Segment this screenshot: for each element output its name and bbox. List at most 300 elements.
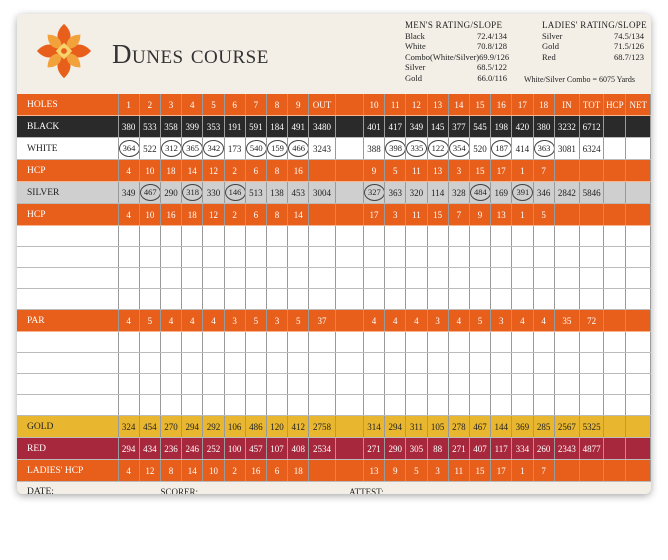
- score-entry-cell[interactable]: [182, 226, 203, 247]
- score-entry-cell[interactable]: [533, 332, 554, 353]
- score-entry-cell[interactable]: [427, 247, 448, 268]
- score-entry-cell[interactable]: [335, 289, 363, 310]
- table-cell: 10: [363, 94, 384, 116]
- score-entry-cell[interactable]: [118, 374, 139, 395]
- score-entry-cell[interactable]: [533, 353, 554, 374]
- score-entry-cell[interactable]: [245, 395, 266, 416]
- score-entry-cell[interactable]: [160, 395, 181, 416]
- score-entry-cell[interactable]: [579, 289, 603, 310]
- score-entry-cell[interactable]: [554, 374, 579, 395]
- table-cell: 173: [224, 138, 245, 160]
- score-entry-cell[interactable]: [203, 247, 224, 268]
- score-entry-cell[interactable]: [579, 374, 603, 395]
- score-entry-cell[interactable]: [491, 332, 512, 353]
- score-entry-cell[interactable]: [579, 395, 603, 416]
- score-entry-cell[interactable]: [469, 247, 490, 268]
- score-entry-cell[interactable]: [182, 395, 203, 416]
- score-entry-cell[interactable]: [266, 247, 287, 268]
- table-cell: NET: [626, 94, 651, 116]
- table-cell: 305: [406, 438, 427, 460]
- score-entry-cell[interactable]: [626, 395, 651, 416]
- table-cell: 454: [139, 416, 160, 438]
- table-cell: 14: [182, 160, 203, 182]
- score-entry-cell[interactable]: [448, 268, 469, 289]
- score-entry-cell[interactable]: [363, 353, 384, 374]
- rating-tee: Silver: [542, 30, 563, 41]
- score-entry-cell[interactable]: [554, 353, 579, 374]
- score-entry-cell[interactable]: [160, 268, 181, 289]
- table-cell: 324: [118, 416, 139, 438]
- table-cell: 17: [512, 94, 533, 116]
- score-entry-cell[interactable]: [604, 268, 626, 289]
- table-cell: 533: [139, 116, 160, 138]
- table-cell: [512, 182, 533, 204]
- scorecard-row: [17, 94, 651, 116]
- score-entry-cell[interactable]: [182, 332, 203, 353]
- table-cell: 4: [363, 310, 384, 332]
- score-entry-cell[interactable]: [363, 374, 384, 395]
- circled-yardage: 466: [288, 140, 309, 157]
- table-cell: 4: [160, 310, 181, 332]
- score-entry-cell[interactable]: [604, 247, 626, 268]
- score-entry-cell[interactable]: [245, 226, 266, 247]
- score-entry-cell[interactable]: [288, 226, 309, 247]
- table-cell: 4: [512, 310, 533, 332]
- score-entry-cell[interactable]: [266, 289, 287, 310]
- score-entry-cell[interactable]: [118, 332, 139, 353]
- scorecard-row: [17, 460, 651, 482]
- table-cell: [203, 138, 224, 160]
- row-label: [17, 332, 118, 353]
- score-entry-cell[interactable]: [203, 374, 224, 395]
- score-entry-cell[interactable]: [245, 247, 266, 268]
- score-entry-cell[interactable]: [469, 353, 490, 374]
- table-cell: 3: [266, 310, 287, 332]
- table-cell: 9: [385, 460, 406, 482]
- score-entry-cell[interactable]: [533, 374, 554, 395]
- score-entry-cell[interactable]: [406, 268, 427, 289]
- table-cell: [427, 138, 448, 160]
- score-entry-cell[interactable]: [533, 247, 554, 268]
- score-entry-cell[interactable]: [245, 289, 266, 310]
- score-entry-cell[interactable]: [363, 332, 384, 353]
- date-field[interactable]: DATE:: [17, 482, 160, 495]
- score-entry-cell[interactable]: [448, 374, 469, 395]
- score-entry-cell[interactable]: [626, 353, 651, 374]
- score-entry-cell[interactable]: [266, 268, 287, 289]
- table-cell: 35: [554, 310, 579, 332]
- table-cell: 285: [533, 416, 554, 438]
- table-cell: [554, 160, 579, 182]
- score-entry-cell[interactable]: [469, 268, 490, 289]
- rating-row: [542, 52, 644, 63]
- score-entry-cell[interactable]: [288, 247, 309, 268]
- score-entry-cell[interactable]: [118, 226, 139, 247]
- rating-row: [405, 31, 507, 42]
- rating-tee: White: [405, 41, 426, 51]
- table-cell: 388: [363, 138, 384, 160]
- score-entry-cell[interactable]: [160, 247, 181, 268]
- rating-value: 70.8/128: [477, 41, 507, 51]
- score-entry-row: [17, 332, 651, 353]
- table-cell: [309, 460, 335, 482]
- score-entry-cell[interactable]: [245, 268, 266, 289]
- scorecard-row: [17, 204, 651, 226]
- table-cell: [266, 138, 287, 160]
- score-entry-cell[interactable]: [309, 268, 335, 289]
- score-entry-cell[interactable]: [512, 268, 533, 289]
- table-cell: 12: [139, 460, 160, 482]
- table-cell: [385, 138, 406, 160]
- score-entry-cell[interactable]: [288, 268, 309, 289]
- score-entry-cell[interactable]: [491, 268, 512, 289]
- score-entry-cell[interactable]: [160, 226, 181, 247]
- score-entry-cell[interactable]: [309, 395, 335, 416]
- row-label: [17, 289, 118, 310]
- score-entry-cell[interactable]: [139, 268, 160, 289]
- score-entry-cell[interactable]: [448, 247, 469, 268]
- score-entry-cell[interactable]: [604, 226, 626, 247]
- score-entry-cell[interactable]: [579, 332, 603, 353]
- score-entry-cell[interactable]: [406, 332, 427, 353]
- score-entry-cell[interactable]: [469, 332, 490, 353]
- table-cell: [182, 182, 203, 204]
- score-entry-cell[interactable]: [626, 247, 651, 268]
- score-entry-cell[interactable]: [245, 353, 266, 374]
- score-entry-cell[interactable]: [604, 395, 626, 416]
- score-entry-cell[interactable]: [363, 268, 384, 289]
- score-entry-cell[interactable]: [427, 395, 448, 416]
- score-entry-cell[interactable]: [427, 374, 448, 395]
- circled-yardage: 122: [428, 140, 449, 157]
- score-entry-cell[interactable]: [512, 332, 533, 353]
- score-entry-cell[interactable]: [554, 332, 579, 353]
- scorecard-row: [17, 416, 651, 438]
- score-entry-cell[interactable]: [118, 395, 139, 416]
- table-cell: 2567: [554, 416, 579, 438]
- table-cell: 5: [288, 310, 309, 332]
- score-entry-cell[interactable]: [579, 247, 603, 268]
- table-cell: 2: [224, 204, 245, 226]
- table-cell: 294: [182, 416, 203, 438]
- table-cell: 16: [245, 460, 266, 482]
- score-entry-cell[interactable]: [406, 247, 427, 268]
- score-entry-cell[interactable]: [139, 374, 160, 395]
- score-entry-cell[interactable]: [533, 226, 554, 247]
- score-entry-cell[interactable]: [554, 268, 579, 289]
- score-entry-cell[interactable]: [554, 247, 579, 268]
- table-cell: 17: [491, 460, 512, 482]
- score-entry-cell[interactable]: [385, 374, 406, 395]
- table-cell: [118, 138, 139, 160]
- score-entry-cell[interactable]: [385, 332, 406, 353]
- score-entry-cell[interactable]: [512, 374, 533, 395]
- table-cell: HCP: [604, 94, 626, 116]
- score-entry-cell[interactable]: [139, 247, 160, 268]
- score-entry-cell[interactable]: [491, 247, 512, 268]
- score-entry-cell[interactable]: [182, 289, 203, 310]
- score-entry-cell[interactable]: [118, 268, 139, 289]
- score-entry-cell[interactable]: [427, 226, 448, 247]
- scorecard-row: [17, 160, 651, 182]
- score-entry-cell[interactable]: [533, 395, 554, 416]
- score-entry-cell[interactable]: [288, 353, 309, 374]
- score-entry-cell[interactable]: [182, 353, 203, 374]
- table-cell: 252: [203, 438, 224, 460]
- score-entry-cell[interactable]: [579, 353, 603, 374]
- combo-yardage-note: White/Silver Combo = 6075 Yards: [524, 75, 635, 84]
- table-cell: 4: [533, 310, 554, 332]
- score-entry-cell[interactable]: [363, 289, 384, 310]
- score-entry-cell[interactable]: [469, 395, 490, 416]
- score-entry-cell[interactable]: [363, 226, 384, 247]
- score-entry-cell[interactable]: [288, 332, 309, 353]
- score-entry-cell[interactable]: [203, 268, 224, 289]
- row-label: [17, 374, 118, 395]
- score-entry-cell[interactable]: [363, 395, 384, 416]
- table-cell: 13: [491, 204, 512, 226]
- score-entry-cell[interactable]: [335, 395, 363, 416]
- score-entry-cell[interactable]: [224, 353, 245, 374]
- score-entry-cell[interactable]: [266, 374, 287, 395]
- row-label: RED: [17, 438, 118, 460]
- circled-yardage: 354: [449, 140, 470, 157]
- score-entry-cell[interactable]: [385, 247, 406, 268]
- table-cell: 5325: [579, 416, 603, 438]
- score-entry-cell[interactable]: [309, 332, 335, 353]
- score-entry-cell[interactable]: [203, 353, 224, 374]
- score-entry-cell[interactable]: [118, 247, 139, 268]
- score-entry-cell[interactable]: [160, 374, 181, 395]
- table-cell: [579, 160, 603, 182]
- score-entry-cell[interactable]: [448, 226, 469, 247]
- score-entry-cell[interactable]: [469, 289, 490, 310]
- score-entry-cell[interactable]: [118, 289, 139, 310]
- score-entry-cell[interactable]: [491, 395, 512, 416]
- score-entry-cell[interactable]: [309, 374, 335, 395]
- table-cell: 72: [579, 310, 603, 332]
- score-entry-cell[interactable]: [335, 226, 363, 247]
- score-entry-cell[interactable]: [604, 289, 626, 310]
- score-entry-cell[interactable]: [309, 289, 335, 310]
- table-cell: 522: [139, 138, 160, 160]
- score-entry-cell[interactable]: [579, 226, 603, 247]
- scorer-field[interactable]: SCORER:: [160, 482, 335, 495]
- row-label: HCP: [17, 160, 118, 182]
- table-cell: 145: [427, 116, 448, 138]
- score-entry-cell[interactable]: [203, 332, 224, 353]
- score-entry-cell[interactable]: [203, 226, 224, 247]
- score-entry-cell[interactable]: [427, 332, 448, 353]
- table-cell: [363, 182, 384, 204]
- score-entry-cell[interactable]: [533, 268, 554, 289]
- table-cell: 15: [469, 460, 490, 482]
- score-entry-cell[interactable]: [224, 289, 245, 310]
- score-entry-cell[interactable]: [554, 289, 579, 310]
- score-entry-cell[interactable]: [385, 353, 406, 374]
- score-entry-cell[interactable]: [363, 247, 384, 268]
- table-cell: 3243: [309, 138, 335, 160]
- table-cell: 290: [385, 438, 406, 460]
- score-entry-cell[interactable]: [245, 332, 266, 353]
- score-entry-cell[interactable]: [448, 395, 469, 416]
- score-entry-cell[interactable]: [604, 374, 626, 395]
- score-entry-cell[interactable]: [266, 395, 287, 416]
- table-cell: 138: [266, 182, 287, 204]
- score-entry-cell[interactable]: [406, 289, 427, 310]
- table-cell: 270: [160, 416, 181, 438]
- table-cell: 4: [406, 310, 427, 332]
- score-entry-cell[interactable]: [139, 289, 160, 310]
- score-entry-cell[interactable]: [512, 395, 533, 416]
- table-cell: 3081: [554, 138, 579, 160]
- table-cell: 4: [118, 160, 139, 182]
- table-cell: [335, 182, 363, 204]
- score-entry-cell[interactable]: [266, 332, 287, 353]
- score-entry-cell[interactable]: [335, 374, 363, 395]
- score-entry-cell[interactable]: [604, 353, 626, 374]
- score-entry-cell[interactable]: [224, 395, 245, 416]
- score-entry-cell[interactable]: [182, 268, 203, 289]
- table-cell: [406, 138, 427, 160]
- score-entry-cell[interactable]: [224, 226, 245, 247]
- score-entry-cell[interactable]: [288, 374, 309, 395]
- score-entry-cell[interactable]: [448, 332, 469, 353]
- score-entry-cell[interactable]: [335, 353, 363, 374]
- table-cell: 3: [385, 204, 406, 226]
- table-cell: 3: [427, 460, 448, 482]
- table-cell: 120: [266, 416, 287, 438]
- score-entry-cell[interactable]: [626, 268, 651, 289]
- score-entry-cell[interactable]: [406, 395, 427, 416]
- rating-row: [405, 62, 507, 73]
- score-entry-cell[interactable]: [385, 268, 406, 289]
- score-entry-cell[interactable]: [160, 353, 181, 374]
- score-entry-cell[interactable]: [554, 395, 579, 416]
- score-entry-cell[interactable]: [427, 268, 448, 289]
- table-cell: [160, 138, 181, 160]
- score-entry-cell[interactable]: [118, 353, 139, 374]
- table-cell: 2: [224, 160, 245, 182]
- score-entry-cell[interactable]: [469, 226, 490, 247]
- score-entry-cell[interactable]: [182, 374, 203, 395]
- table-cell: [579, 460, 603, 482]
- score-entry-cell[interactable]: [491, 226, 512, 247]
- score-entry-cell[interactable]: [182, 247, 203, 268]
- score-entry-cell[interactable]: [139, 353, 160, 374]
- score-entry-cell[interactable]: [512, 353, 533, 374]
- circled-yardage: 327: [364, 184, 385, 201]
- score-entry-cell[interactable]: [335, 332, 363, 353]
- score-entry-cell[interactable]: [309, 226, 335, 247]
- score-entry-cell[interactable]: [626, 289, 651, 310]
- score-entry-row: [17, 289, 651, 310]
- score-entry-cell[interactable]: [139, 395, 160, 416]
- score-entry-cell[interactable]: [385, 226, 406, 247]
- circled-yardage: 365: [182, 140, 203, 157]
- score-entry-cell[interactable]: [406, 374, 427, 395]
- score-entry-cell[interactable]: [626, 226, 651, 247]
- score-entry-cell[interactable]: [139, 226, 160, 247]
- score-entry-cell[interactable]: [427, 353, 448, 374]
- score-entry-cell[interactable]: [224, 332, 245, 353]
- score-entry-cell[interactable]: [448, 353, 469, 374]
- score-entry-cell[interactable]: [491, 353, 512, 374]
- table-cell: 198: [491, 116, 512, 138]
- table-cell: 3: [224, 310, 245, 332]
- table-cell: 467: [469, 416, 490, 438]
- score-entry-cell[interactable]: [203, 395, 224, 416]
- scorecard-header: [17, 14, 651, 94]
- score-entry-cell[interactable]: [579, 268, 603, 289]
- table-cell: 358: [160, 116, 181, 138]
- score-entry-cell[interactable]: [309, 353, 335, 374]
- score-entry-cell[interactable]: [139, 332, 160, 353]
- score-entry-cell[interactable]: [512, 289, 533, 310]
- score-entry-cell[interactable]: [626, 332, 651, 353]
- score-entry-cell[interactable]: [554, 226, 579, 247]
- table-cell: 380: [118, 116, 139, 138]
- score-entry-cell[interactable]: [224, 247, 245, 268]
- table-cell: 4: [448, 310, 469, 332]
- table-cell: 2: [139, 94, 160, 116]
- rating-tee: Black: [405, 30, 425, 41]
- score-entry-cell[interactable]: [448, 289, 469, 310]
- table-cell: [335, 416, 363, 438]
- score-entry-cell[interactable]: [288, 395, 309, 416]
- score-entry-cell[interactable]: [533, 289, 554, 310]
- circled-yardage: 146: [225, 184, 246, 201]
- score-entry-cell[interactable]: [203, 289, 224, 310]
- score-entry-cell[interactable]: [512, 247, 533, 268]
- score-entry-cell[interactable]: [335, 247, 363, 268]
- score-entry-cell[interactable]: [160, 289, 181, 310]
- score-entry-cell[interactable]: [160, 332, 181, 353]
- table-cell: [335, 460, 363, 482]
- score-entry-cell[interactable]: [512, 226, 533, 247]
- score-entry-cell[interactable]: [491, 374, 512, 395]
- table-cell: 13: [363, 460, 384, 482]
- score-entry-cell[interactable]: [288, 289, 309, 310]
- score-entry-cell[interactable]: [309, 247, 335, 268]
- score-entry-cell[interactable]: [406, 353, 427, 374]
- score-entry-cell[interactable]: [224, 268, 245, 289]
- table-cell: 2343: [554, 438, 579, 460]
- score-entry-cell[interactable]: [245, 374, 266, 395]
- rating-row: [542, 31, 644, 42]
- table-cell: [604, 160, 626, 182]
- rating-value: 71.5/126: [614, 41, 644, 51]
- score-entry-cell[interactable]: [626, 374, 651, 395]
- table-cell: 1: [512, 160, 533, 182]
- scorecard-row: [17, 138, 651, 160]
- score-entry-cell[interactable]: [385, 395, 406, 416]
- score-entry-cell[interactable]: [224, 374, 245, 395]
- score-entry-cell[interactable]: [266, 353, 287, 374]
- score-entry-row: [17, 395, 651, 416]
- score-entry-cell[interactable]: [427, 289, 448, 310]
- attest-field[interactable]: ATTEST:: [335, 482, 650, 495]
- score-entry-cell[interactable]: [385, 289, 406, 310]
- score-entry-cell[interactable]: [335, 268, 363, 289]
- score-entry-cell[interactable]: [469, 374, 490, 395]
- score-entry-cell[interactable]: [491, 289, 512, 310]
- table-cell: 18: [182, 204, 203, 226]
- score-entry-cell[interactable]: [604, 332, 626, 353]
- score-entry-cell[interactable]: [266, 226, 287, 247]
- score-entry-cell[interactable]: [406, 226, 427, 247]
- circled-yardage: 484: [470, 184, 491, 201]
